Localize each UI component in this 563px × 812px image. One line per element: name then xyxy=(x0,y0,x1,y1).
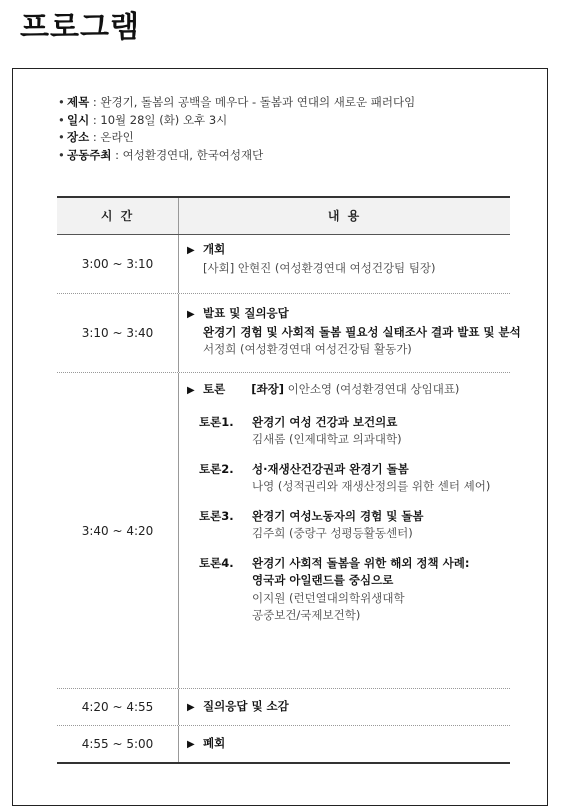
moderator-label: [좌장] xyxy=(251,382,284,396)
info-label: 일시 xyxy=(67,112,90,127)
triangle-icon: ▶ xyxy=(187,309,195,320)
row-time: 3:00 ~ 3:10 xyxy=(57,235,179,293)
moderator-name: 이안소영 (여성환경연대 상임대표) xyxy=(287,382,460,396)
info-item-title: • 제목 : 완경기, 돌봄의 공백을 메우다 - 돌봄과 연대의 새로운 패러다임 xyxy=(58,94,415,112)
row-heading: 질의응답 및 소감 xyxy=(203,699,289,713)
row-content xyxy=(179,235,510,277)
discussant-person: 공중보건/국제보건학) xyxy=(252,608,361,622)
presentation-title: 완경기 경험 및 사회적 돌봄 필요성 실태조사 결과 발표 및 분석 xyxy=(203,324,521,339)
row-time: 4:55 ~ 5:00 xyxy=(57,726,179,762)
row-time: 3:10 ~ 3:40 xyxy=(57,294,179,372)
info-item-date: • 일시 : 10월 28일 (화) 오후 3시 xyxy=(58,112,415,130)
discussant-item xyxy=(187,555,510,625)
row-time: 3:40 ~ 4:20 xyxy=(57,373,179,688)
discussant-person: 이지원 (런던열대의학위생대학 xyxy=(252,590,405,605)
table-row xyxy=(57,726,510,764)
row-detail: 서정희 (여성환경연대 여성건강팀 활동가) xyxy=(203,342,412,356)
triangle-icon: ▶ xyxy=(187,702,195,713)
table-row xyxy=(57,235,510,294)
table-row xyxy=(57,373,510,689)
table-row xyxy=(57,294,521,373)
discussant-person: 김주희 (중랑구 성평등활동센터) xyxy=(252,526,413,540)
bullet-icon: • xyxy=(58,130,65,144)
discussant-item xyxy=(187,461,510,496)
row-content xyxy=(179,294,521,359)
discussant-label: 토론1. xyxy=(199,414,234,429)
info-item-hosts: • 공동주최 : 여성환경연대, 한국여성재단 xyxy=(58,147,415,165)
table-header xyxy=(57,196,510,235)
bullet-icon: • xyxy=(58,147,65,162)
discussant-title: 영국과 아일랜드를 중심으로 xyxy=(252,573,394,587)
bullet-icon: • xyxy=(58,112,65,127)
info-label: 장소 xyxy=(67,130,90,144)
info-label: 제목 xyxy=(67,95,90,109)
row-content xyxy=(179,726,510,754)
discussant-person: 김새롬 (인제대학교 의과대학) xyxy=(252,432,402,446)
header-content: 내 용 xyxy=(327,209,362,223)
info-label: 공동주최 xyxy=(67,147,112,162)
row-heading: 개회 xyxy=(203,242,226,256)
info-value: 완경기, 돌봄의 공백을 메우다 - 돌봄과 연대의 새로운 패러다임 xyxy=(100,95,416,109)
triangle-icon: ▶ xyxy=(187,739,195,750)
info-item-place: • 장소 : 온라인 xyxy=(58,129,415,147)
row-heading: 발표 및 질의응답 xyxy=(203,306,289,320)
program-table xyxy=(57,196,521,764)
row-content xyxy=(179,373,510,625)
row-heading: 폐회 xyxy=(203,736,226,750)
page-title: 프로그램 xyxy=(20,10,140,45)
header-time: 시 간 xyxy=(57,198,179,234)
discussant-item xyxy=(187,508,510,543)
discussant-label: 토론2. xyxy=(199,461,234,476)
discussant-item xyxy=(187,414,510,449)
discussant-label: 토론3. xyxy=(199,508,234,523)
discussant-label: 토론4. xyxy=(199,555,234,570)
row-heading: 토론 xyxy=(203,382,226,396)
row-time: 4:20 ~ 4:55 xyxy=(57,689,179,725)
bullet-icon: • xyxy=(58,95,65,109)
row-content xyxy=(179,689,510,717)
discussant-title: 성·재생산건강권과 완경기 돌봄 xyxy=(252,461,409,476)
event-info-list xyxy=(58,94,415,164)
triangle-icon: ▶ xyxy=(187,245,195,256)
discussant-person: 나영 (성적권리와 재생산정의를 위한 센터 셰어) xyxy=(252,479,491,493)
discussant-title: 완경기 여성노동자의 경험 및 돌봄 xyxy=(252,508,424,523)
info-value: 온라인 xyxy=(100,130,134,144)
info-value: 10월 28일 (화) 오후 3시 xyxy=(100,112,228,127)
discussant-title: 완경기 사회적 돌봄을 위한 해외 정책 사례: xyxy=(252,555,470,570)
info-value: 여성환경연대, 한국여성재단 xyxy=(122,147,264,162)
row-detail: [사회] 안현진 (여성환경연대 여성건강팀 팀장) xyxy=(203,260,436,275)
table-row xyxy=(57,689,510,726)
discussant-title: 완경기 여성 건강과 보건의료 xyxy=(252,414,398,429)
triangle-icon: ▶ xyxy=(187,385,195,396)
